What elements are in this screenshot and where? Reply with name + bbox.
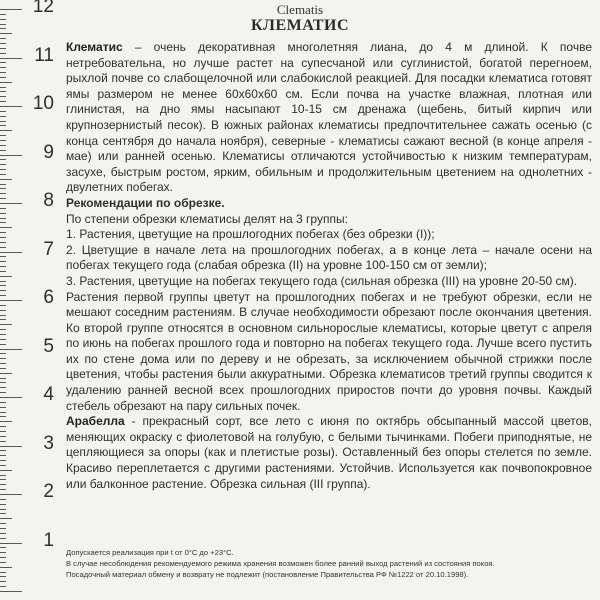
ruler-tick [0,106,22,107]
ruler-tick [0,169,6,170]
ruler-tick [0,252,22,253]
ruler-tick [0,62,6,63]
ruler-tick [0,538,6,539]
ruler-mark-6: 6 [43,287,54,308]
ruler-tick [0,198,6,199]
ruler-tick [0,184,6,185]
ruler-tick [0,533,6,534]
ruler-tick [0,135,6,136]
ruler-mark-3: 3 [43,432,54,454]
ruler-tick [0,276,12,277]
ruler-tick [0,266,6,267]
ruler-tick [0,116,6,117]
ruler-tick [0,484,6,485]
ruler-tick [0,188,6,189]
ruler-tick [0,203,22,204]
ruler-tick [0,38,6,39]
ruler-tick [0,402,6,403]
ruler-tick [0,572,6,573]
ruler-tick [0,382,6,383]
ruler-mark-8: 8 [43,190,54,211]
ruler-tick [0,446,22,447]
ruler-tick [0,58,22,59]
ruler-tick [0,261,6,262]
ruler-tick [0,567,12,568]
ruler-tick [0,591,22,592]
ruler-tick [0,247,6,248]
ruler-tick [0,387,6,388]
ruler-mark-11: 11 [34,44,54,66]
ruler-tick [0,232,6,233]
ruler-tick [0,324,12,325]
ruler-tick [0,426,6,427]
ruler-tick [0,145,6,146]
ruler-tick [0,528,6,529]
pruning-line-1: 1. Растения, цветущие на прошлогодних побегах (без обрезки (I)); [66,227,435,242]
ruler-tick [0,494,22,495]
footer-line-return: Посадочный материал обмену и возврату не подлежит (постановление Правительства РФ №1222 от 20.10.1998). [66,570,469,579]
ruler-tick [0,67,6,68]
ruler-tick [0,121,6,122]
pruning-heading: Рекомендации по обрезке. [66,195,225,210]
ruler-tick [0,87,6,88]
ruler-tick [0,300,22,301]
ruler-tick [0,460,6,461]
ruler-mark-12: 12 [32,0,54,17]
ruler-tick [0,256,6,257]
ruler-tick [0,290,6,291]
ruler-tick [0,334,6,335]
ruler-tick [0,465,6,466]
ruler-tick [0,455,6,456]
ruler-tick [0,450,6,451]
ruler-tick [0,43,6,44]
ruler-tick [0,227,12,228]
ruler-tick [0,130,12,131]
ruler-tick [0,421,12,422]
ruler-tick [0,475,6,476]
ruler-tick [0,242,6,243]
ruler-tick [0,543,22,544]
pruning-line-0: По степени обрезки клематисы делят на 3 группы: [66,211,348,226]
ruler-tick [0,349,22,350]
ruler-tick [0,96,6,97]
ruler-tick [0,576,6,577]
ruler-tick [0,237,6,238]
ruler-tick [0,48,6,49]
ruler-tick [0,586,6,587]
intro-paragraph [66,40,592,196]
pruning-paragraph: Растения первой группы цветут на прошлогодних побегах и не требуют обрезки, если не мешают соседним растениям. В случае необходимости обрезают после окончания цветения. Ко второй группе относятся в основном сильнорослые клематисы, которые цветут с апреля по июнь на побегах прошлого года и повторно на побегах текущего года. Лучше всего пустить их по стене дома или по дереву и не обрезать, за исключением обычной стрижки после цветения, чтобы растения были аккуратными. Обрезка клематисов третий группы сводится к удалению ранней весной всех прошлогодних приростов почти до уровня почвы. Каждый стебель обрезают на пару сильных почек. [66,289,592,413]
pruning-line-2: 2. Цветущие в начале лета на прошлогодних побегах, а в конце лета – начале осени на побегах текущего года (слабая обрезка (II) на уровне 100-150 см от земли); [66,242,592,273]
ruler-tick [0,72,6,73]
ruler-tick [0,363,6,364]
variety-paragraph [66,414,592,492]
ruler-tick [0,305,6,306]
ruler-tick [0,159,6,160]
page-title: КЛЕМАТИС [250,17,350,34]
title-latin: Clematis [276,2,324,17]
ruler-tick [0,547,6,548]
ruler-mark-4: 4 [43,384,54,405]
ruler-tick [0,344,6,345]
ruler-tick [0,222,6,223]
ruler-tick [0,509,6,510]
ruler-tick [0,295,6,296]
ruler-tick [0,441,6,442]
ruler-tick [0,378,6,379]
ruler-tick [0,319,6,320]
pruning-line-3: 3. Растения, цветущие на побегах текущего года (сильная обрезка (III) на уровне 20-50 см). [66,273,578,288]
ruler-tick [0,431,6,432]
ruler-tick [0,281,6,282]
variety-text: - прекрасный сорт, все лето с июня по октябрь обсыпанный массой цветов, меняющих окраску с фиолетовой на голубую, с белыми тычинками. Побеги приподнятые, не цепляющиеся за опоры (как и плетистые розы). Оставленный без опоры стелется по земле. Красиво переплетается с другими растениями. Устойчив. Используется как почвопокровное или балконное растение. Обрезка сильная (III группа). [66,414,592,491]
ruler-tick [0,91,6,92]
ruler-mark-10: 10 [32,93,54,114]
ruler-tick [0,329,6,330]
ruler-tick [0,436,6,437]
ruler-tick [0,164,6,165]
ruler-tick [0,208,6,209]
ruler-tick [0,373,12,374]
ruler-tick [0,310,6,311]
description-body [66,40,592,492]
footer-line-storage: Допускается реализация при t от 0°С до +23°С. [66,548,234,557]
ruler [0,0,62,600]
ruler-tick [0,562,6,563]
ruler-tick [0,125,6,126]
intro-text: – очень декоративная многолетняя лиана, до 4 м длиной. К почве нетребовательна, но лучше растет на супесчаной или суглинистой, богатой перегноем, рыхлой почве со слабощелочной или слабокислой реакцией. Для посадки клематиса готовят ямы размером не менее 60х60х60 см. Если почва на участке влажная, плотная или глинистая, на дно ямы насыпают 10-15 см дренажа (щебень, битый кирпич или крупнозернистый песок). В южных районах клематисы предпочтительнее сажать осенью (с конца сентября до начала ноября), северные - клематисы сажают весной (в конце апреля - мае) или ранней осенью. Клематисы отличаются устойчивостью к низким температурам, засухе, быстрым ростом, ярким, обильным и продолжительным цветением на однолетних - двулетних побегах. [66,40,592,195]
ruler-tick [0,193,6,194]
intro-term: Клематис [66,40,123,54]
ruler-tick [0,218,6,219]
ruler-mark-2: 2 [43,481,54,502]
ruler-tick [0,552,6,553]
ruler-mark-9: 9 [43,141,54,163]
ruler-tick [0,392,6,393]
ruler-tick [0,504,6,505]
ruler-tick [0,499,6,500]
ruler-tick [0,82,12,83]
ruler-tick [0,111,6,112]
ruler-tick [0,271,6,272]
ruler-tick [0,368,6,369]
ruler-tick [0,77,6,78]
ruler-tick [0,315,6,316]
ruler-tick [0,523,6,524]
ruler-tick [0,470,12,471]
ruler-mark-5: 5 [43,335,54,357]
ruler-tick [0,155,22,156]
ruler-tick [0,140,6,141]
ruler-mark-7: 7 [43,238,54,260]
ruler-tick [0,150,6,151]
ruler-tick [0,179,12,180]
ruler-mark-1: 1 [43,529,54,551]
ruler-tick [0,557,6,558]
ruler-tick [0,489,6,490]
ruler-tick [0,416,6,417]
ruler-tick [0,358,6,359]
ruler-tick [0,513,6,514]
ruler-tick [0,412,6,413]
variety-name: Арабелла [66,414,125,429]
ruler-tick [0,285,6,286]
ruler-tick [0,339,6,340]
ruler-tick [0,581,6,582]
ruler-tick [0,174,6,175]
ruler-tick [0,101,6,102]
ruler-tick [0,213,6,214]
ruler-tick [0,353,6,354]
footer-line-warning: В случае несоблюдения рекомендуемого режима хранения возможен более ранний выход растений из состояния покоя. [66,559,495,568]
footer-notes [66,547,592,580]
ruler-tick [0,397,22,398]
ruler-tick [0,479,6,480]
ruler-tick [0,518,12,519]
ruler-tick [0,53,6,54]
ruler-tick [0,407,6,408]
